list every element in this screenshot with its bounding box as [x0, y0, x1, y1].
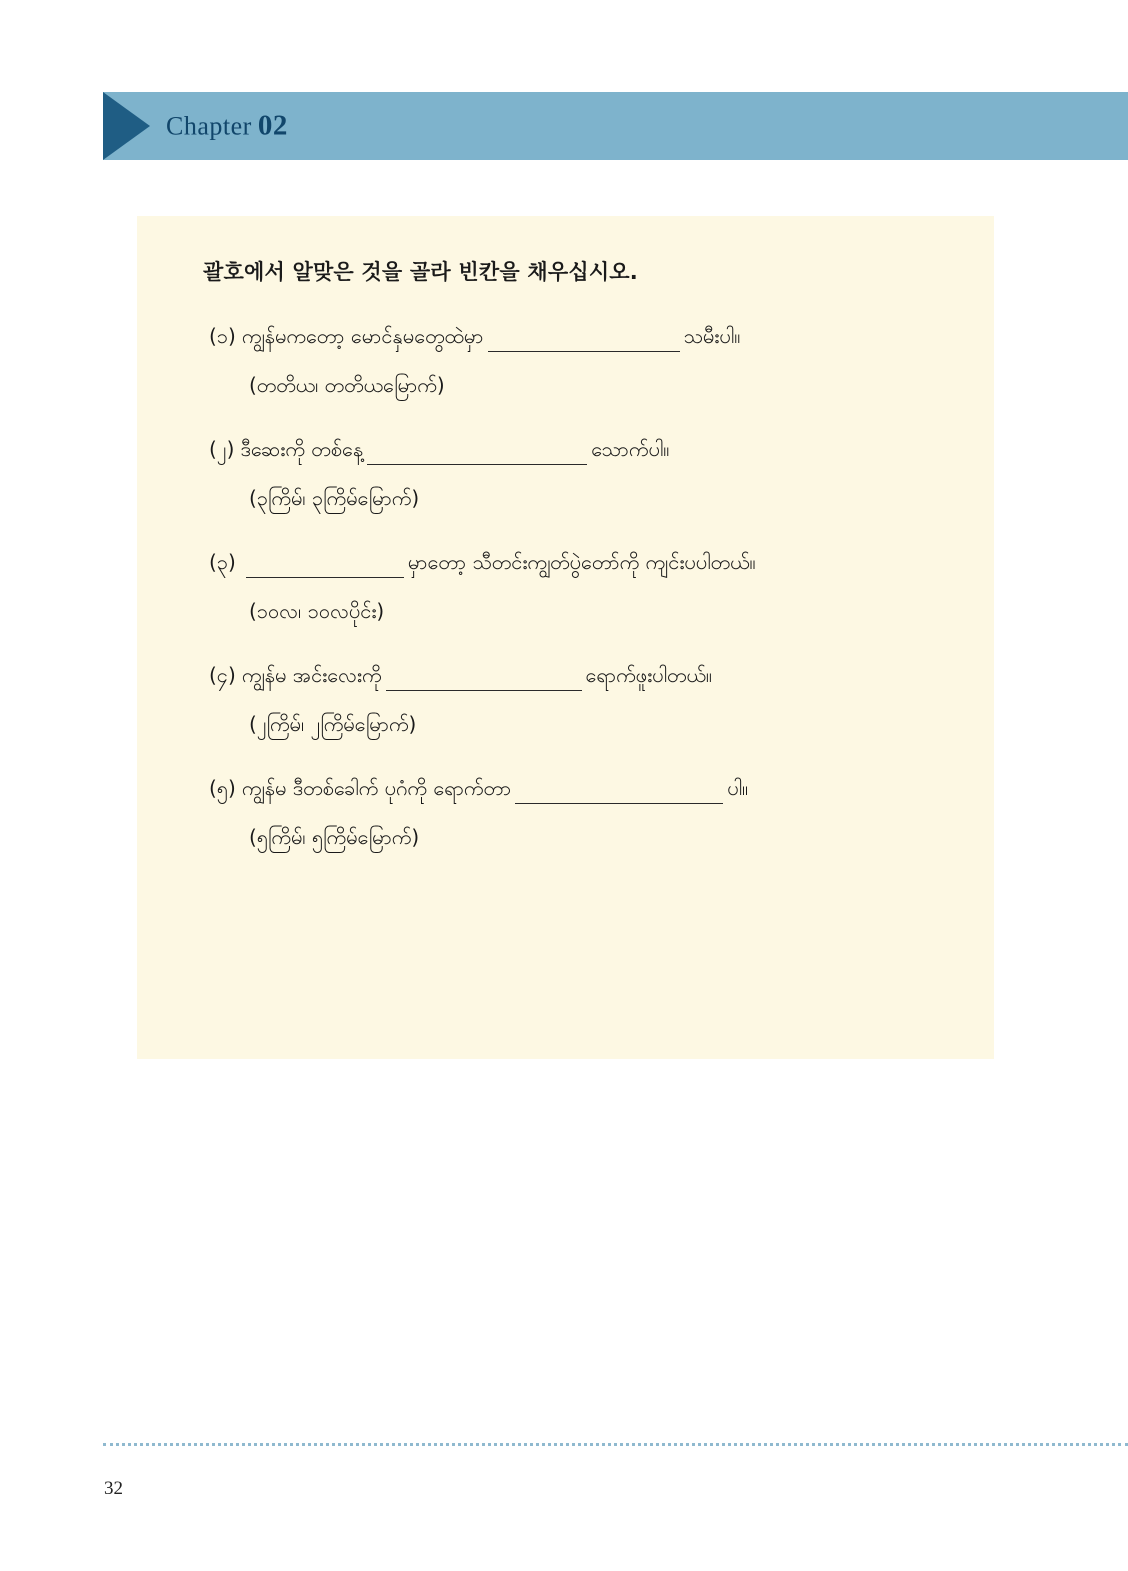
question-line	[209, 321, 954, 352]
answer-blank[interactable]	[367, 443, 587, 465]
exercise-instruction: 괄호에서 알맞은 것을 골라 빈칸을 채우십시오.	[203, 260, 638, 284]
exercise-box	[137, 216, 994, 1059]
question-line	[209, 660, 954, 691]
chapter-title	[166, 110, 288, 143]
question-text-after: ပါ။	[727, 776, 749, 801]
question-choices: (၃ကြိမ်၊ ၃ကြိမ်မြောက်)	[249, 486, 420, 511]
chapter-arrow-icon	[103, 92, 150, 160]
answer-blank[interactable]	[515, 782, 723, 804]
question-line	[209, 773, 954, 804]
question-choices: (၂ကြိမ်၊ ၂ကြိမ်မြောက်)	[249, 712, 417, 737]
question-choices: (၁၀လ၊ ၁၀လပိုင်း)	[249, 599, 385, 624]
question-line	[209, 434, 954, 465]
question-number: (၃)	[209, 550, 236, 575]
question-item	[209, 321, 954, 400]
question-choices: (၅ကြိမ်၊ ၅ကြိမ်မြောက်)	[249, 825, 420, 850]
question-number: (၅)	[209, 776, 236, 801]
question-item	[209, 773, 954, 852]
chapter-number: 02	[257, 109, 288, 142]
question-text-after: မှာတော့ သီတင်းကျွတ်ပွဲတော်ကို ကျင်းပပါတယ်။	[407, 550, 756, 575]
question-text-after: သောက်ပါ။	[591, 437, 670, 462]
footer-divider	[103, 1443, 1128, 1449]
answer-blank[interactable]	[488, 330, 680, 352]
page-number: 32	[104, 1478, 123, 1499]
answer-blank[interactable]	[246, 556, 404, 578]
answer-blank[interactable]	[386, 669, 582, 691]
question-text-after: ရောက်ဖူးပါတယ်။	[585, 663, 712, 688]
question-text-after: သမီးပါ။	[683, 324, 741, 349]
chapter-header-band	[103, 92, 1128, 160]
question-text-before: ကျွန်မ အင်းလေးကို	[241, 663, 382, 688]
question-text-before: ဒီဆေးကို တစ်နေ့	[240, 437, 364, 462]
question-text-before: ကျွန်မ ဒီတစ်ခေါက် ပုဂံကို ရောက်တာ	[241, 776, 512, 801]
question-number: (၁)	[209, 324, 236, 349]
chapter-label-text: Chapter	[166, 111, 252, 141]
question-item	[209, 660, 954, 739]
question-line	[209, 547, 954, 578]
question-number: (၂)	[209, 437, 235, 462]
question-text-before: ကျွန်မကတော့ မောင်နှမတွေထဲမှာ	[241, 324, 484, 349]
question-item	[209, 434, 954, 513]
question-choices: (တတိယ၊ တတိယမြောက်)	[249, 373, 445, 398]
question-item	[209, 547, 954, 626]
question-number: (၄)	[209, 663, 236, 688]
